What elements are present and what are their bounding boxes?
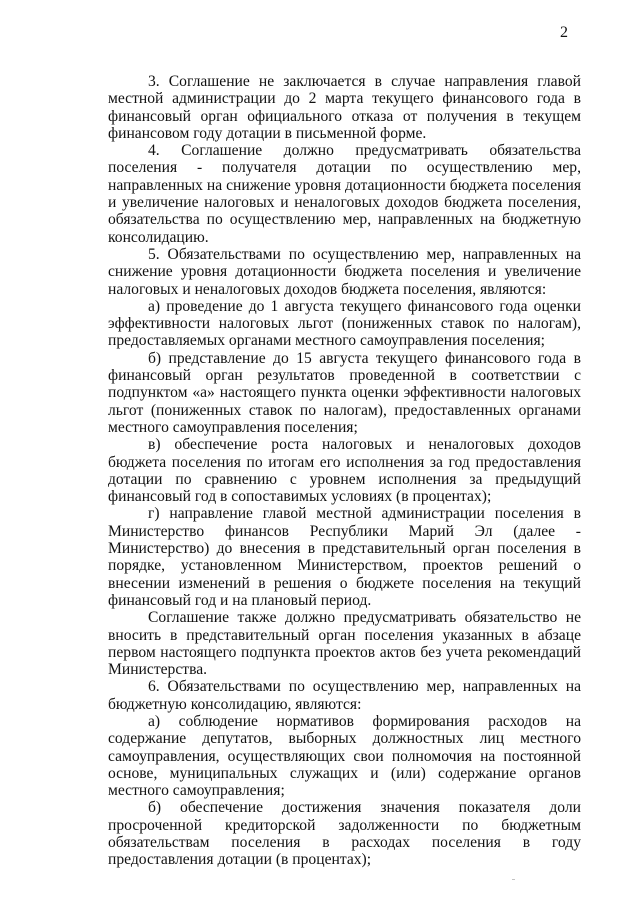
paragraph-agreement-obligation: Соглашение также должно предусматривать обязательство не вносить в представительный орган поселения указанных в абзаце первом настоящего подпункта проектов актов без учета рекомендаций Министерства. (108, 609, 581, 679)
paragraph-5a: а) проведение до 1 августа текущего финансового года оценки эффективности налоговых льгот (пониженных ставок по налогам), предоставляемых органами местного самоуправления поселения; (108, 297, 581, 350)
paragraph-6: 6. Обязательствами по осуществлению мер, направленных на бюджетную консолидацию, являются: (108, 678, 581, 713)
paragraph-5v: в) обеспечение роста налоговых и неналоговых доходов бюджета поселения по итогам его исполнения за год предоставления дотации по сравнению с уровнем исполнения за предыдущий финансовый год в сопоставимых условиях (в процентах); (108, 436, 581, 506)
paragraph-5b: б) представление до 15 августа текущего финансового года в финансовый орган результатов проведенной в соответствии с подпунктом «а» настоящего пункта оценки эффективности налоговых льгот (пониженных ставок по налогам), предоставленных органами местного самоуправления поселения; (108, 349, 581, 436)
paragraph-5: 5. Обязательствами по осуществлению мер, направленных на снижение уровня дотационности бюджета поселения и увеличение налоговых и неналоговых доходов бюджета поселения, являются: (108, 245, 581, 298)
paragraph-4: 4. Соглашение должно предусматривать обязательства поселения - получателя дотации по осуществлению мер, направленных на снижение уровня дотационности бюджета поселения и увеличение налоговых и неналоговых доходов бюджета поселения, обязательства по осуществлению мер, направленных на бюджетную консолидацию. (108, 142, 581, 246)
paragraph-6b: б) обеспечение достижения значения показателя доли просроченной кредиторской задолженности по бюджетным обязательствам поселения в расходах поселения в году предоставления дотации (в процентах); (108, 799, 581, 869)
page-number: 2 (560, 24, 568, 41)
paragraph-3: 3. Соглашение не заключается в случае направления главой местной администрации до 2 марта текущего финансового года в финансовый орган официального отказа от получения в текущем финансовом году дотации в письменной форме. (108, 73, 581, 142)
document-body (108, 73, 581, 869)
paragraph-6a: а) соблюдение нормативов формирования расходов на содержание депутатов, выборных должностных лиц местного самоуправления, осуществляющих свои полномочия на постоянной основе, муниципальных служащих и (или) содержание органов местного самоуправления; (108, 712, 581, 800)
paragraph-5g: г) направление главой местной администрации поселения в Министерство финансов Республики Марий Эл (далее - Министерство) до внесения в представительный орган поселения в порядке, установленном Министерством, проектов решений о внесении изменений в решения о бюджете поселения на текущий финансовый год и на плановый период. (108, 505, 581, 609)
scan-artifact (512, 879, 515, 880)
